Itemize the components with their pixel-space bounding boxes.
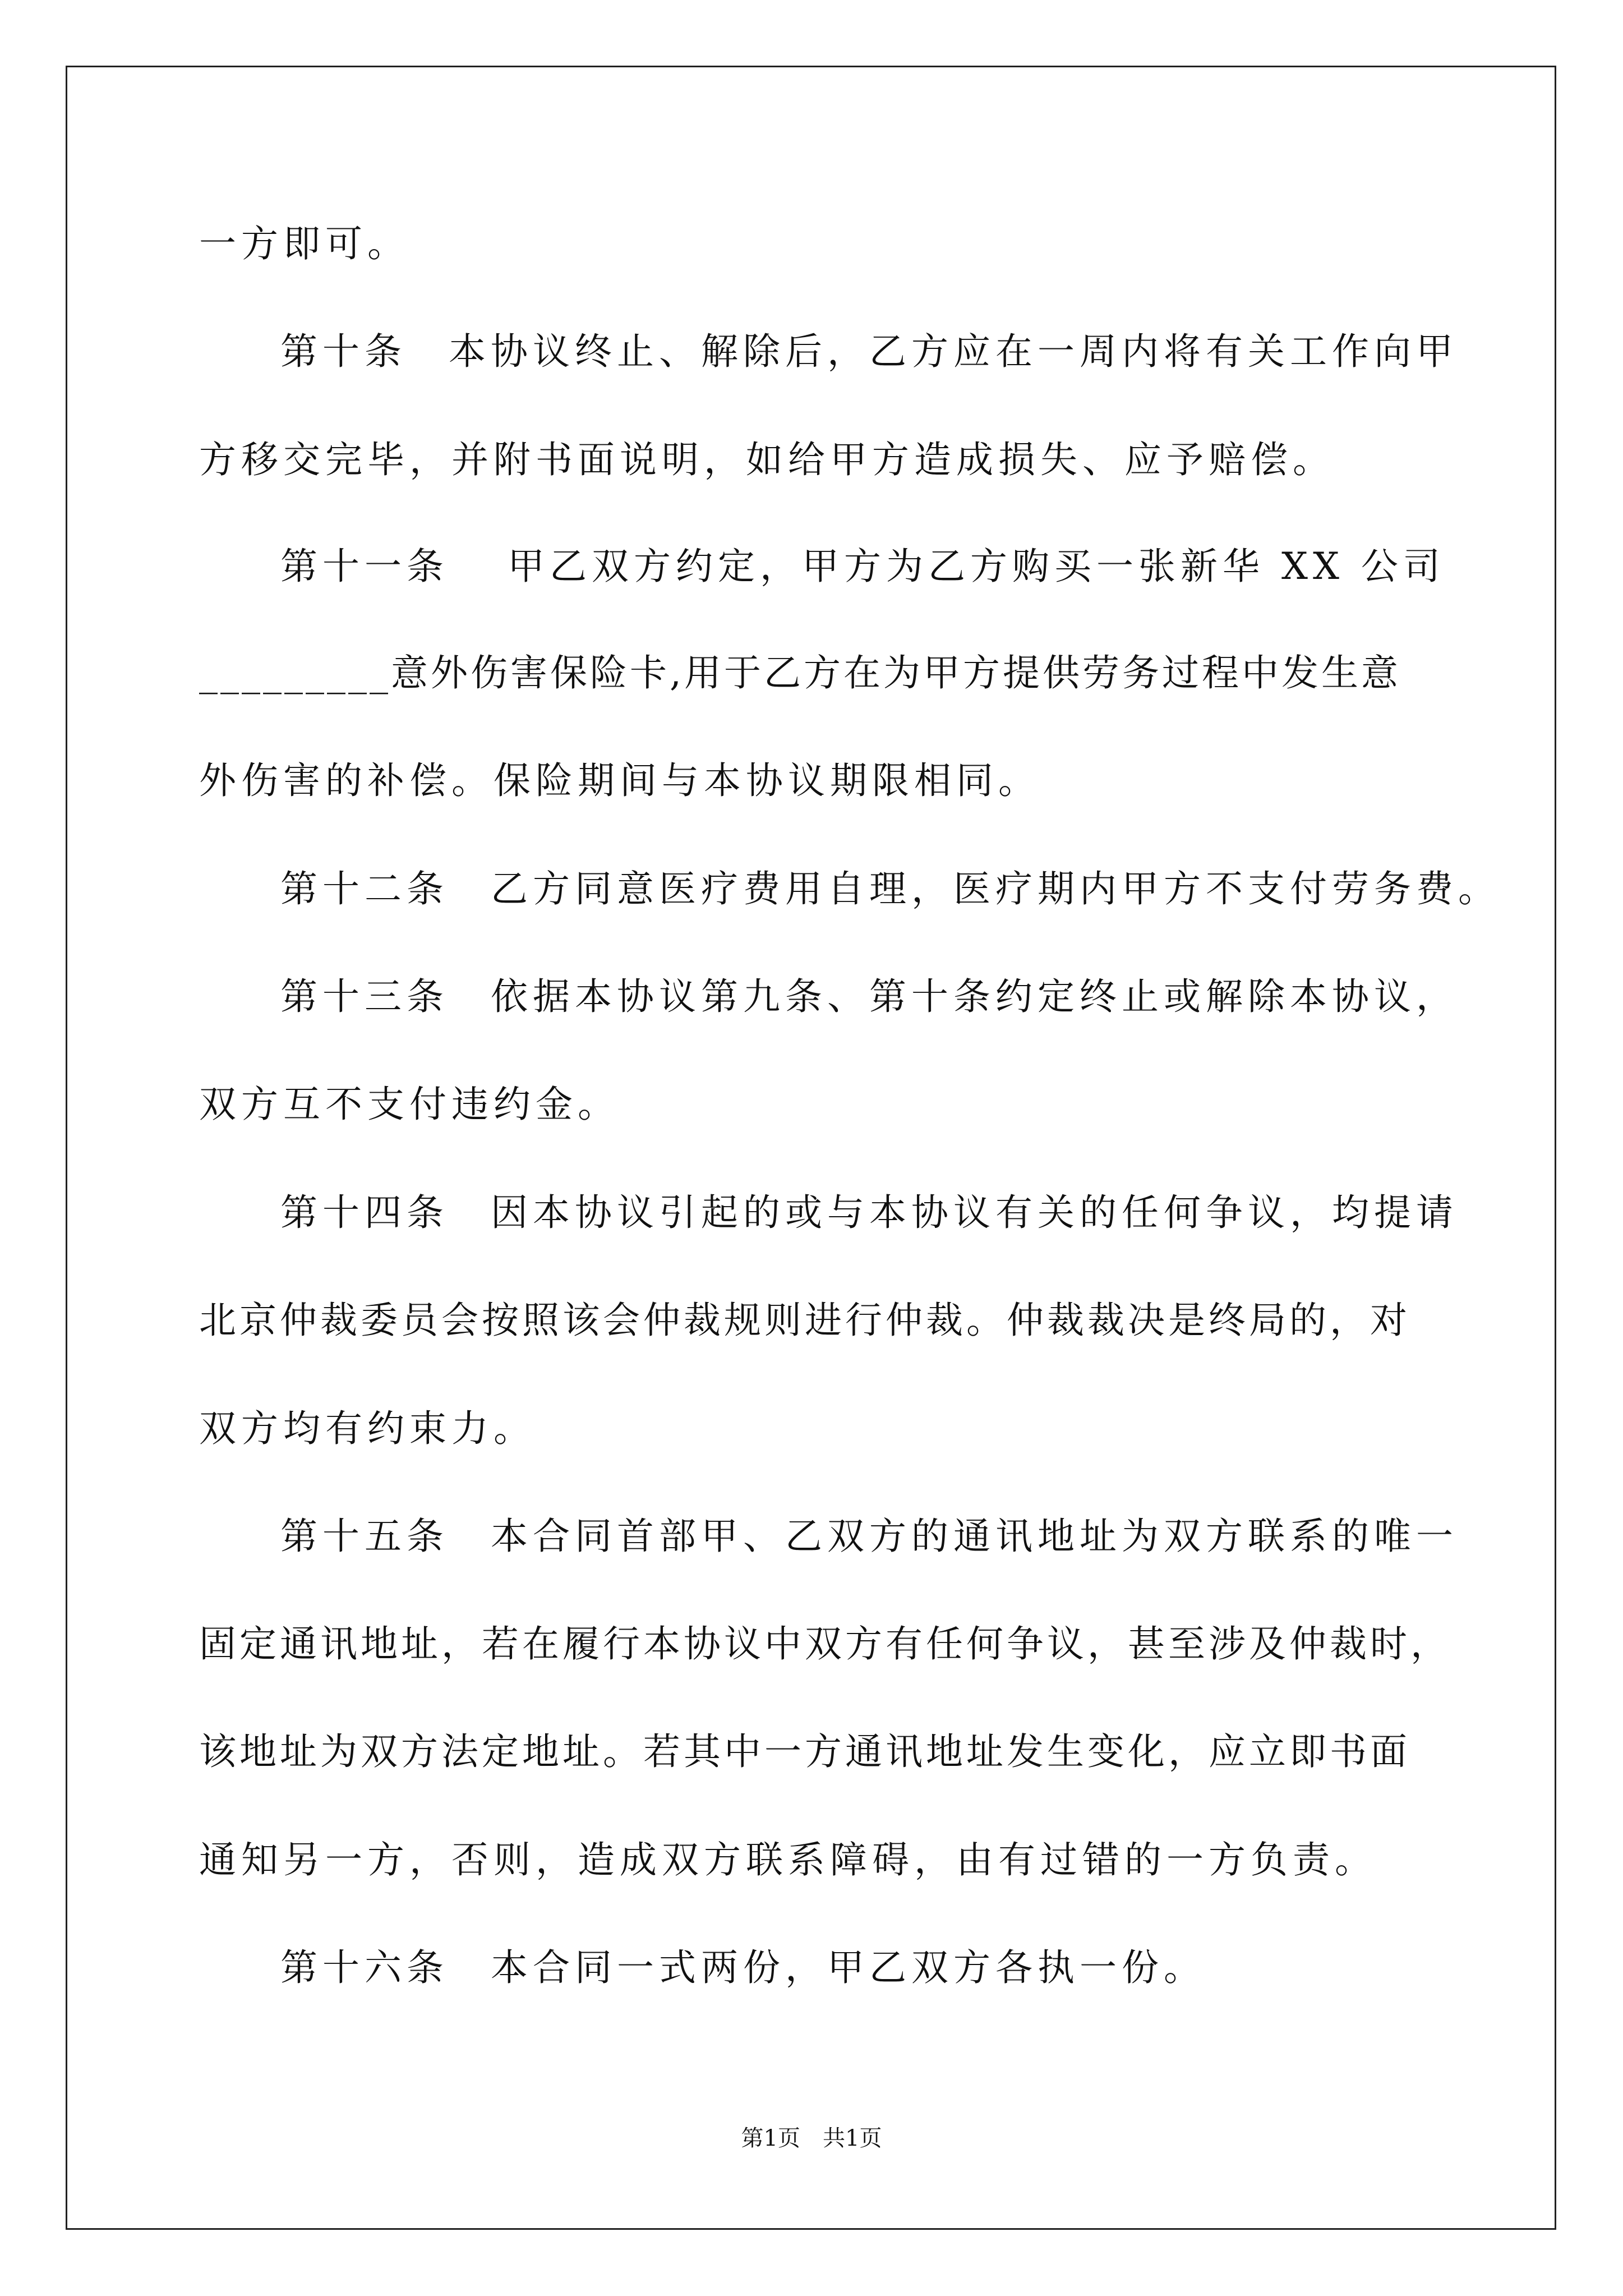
text-line-15: 该地址为双方法定地址。若其中一方通讯地址发生变化，应立即书面 (199, 1730, 1410, 1773)
page-footer: 第1页 共1页 (741, 2125, 882, 2151)
text-line-16: 通知另一方，否则，造成双方联系障碍，由有过错的一方负责。 (199, 1838, 1377, 1881)
text-line-12: 双方均有约束力。 (199, 1407, 536, 1450)
text-line-8: 第十三条 依据本协议第九条、第十条约定终止或解除本协议， (280, 975, 1458, 1018)
text-line-1: 一方即可。 (199, 222, 409, 265)
page-border (66, 66, 1556, 2230)
text-line-6: 外伤害的补偿。保险期间与本协议期限相同。 (199, 759, 1040, 802)
text-line-10: 第十四条 因本协议引起的或与本协议有关的任何争议，均提请 (280, 1191, 1458, 1234)
text-line-11: 北京仲裁委员会按照该会仲裁规则进行仲裁。仲裁裁决是终局的，对 (199, 1299, 1410, 1342)
text-line-7: 第十二条 乙方同意医疗费用自理，医疗期内甲方不支付劳务费。 (280, 867, 1500, 910)
text-line-13: 第十五条 本合同首部甲、乙双方的通讯地址为双方联系的唯一 (280, 1515, 1458, 1558)
text-line-14: 固定通讯地址，若在履行本协议中双方有任何争议，甚至涉及仲裁时， (199, 1622, 1451, 1665)
text-line-2: 第十条 本协议终止、解除后，乙方应在一周内将有关工作向甲 (280, 330, 1458, 373)
text-line-9: 双方互不支付违约金。 (199, 1083, 620, 1126)
text-line-5: _________意外伤害保险卡,用于乙方在为甲方提供劳务过程中发生意 (199, 651, 1401, 694)
text-line-4: 第十一条 甲乙双方约定，甲方为乙方购买一张新华 XX 公司 (280, 545, 1445, 588)
text-line-17: 第十六条 本合同一式两份，甲乙双方各执一份。 (280, 1946, 1206, 1989)
text-line-3: 方移交完毕，并附书面说明，如给甲方造成损失、应予赔偿。 (199, 438, 1335, 481)
